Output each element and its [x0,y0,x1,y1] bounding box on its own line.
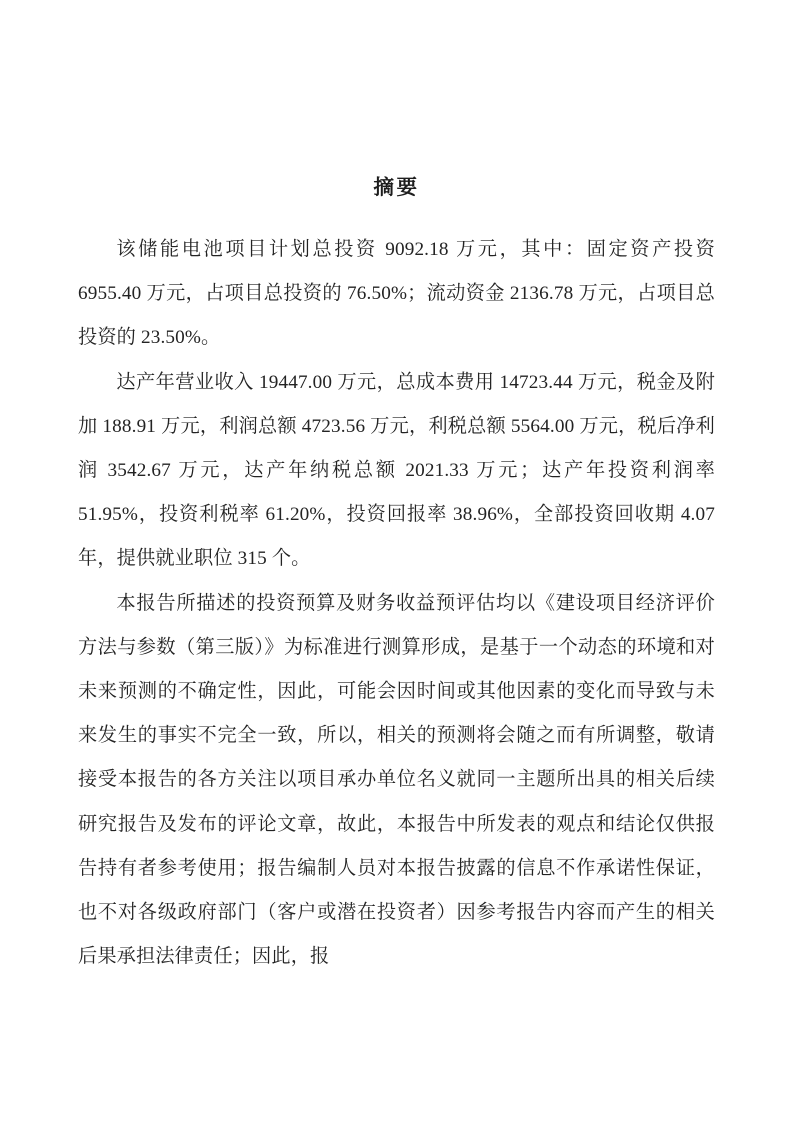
page-content-area [78,0,715,1122]
paragraph-disclaimer: 本报告所描述的投资预算及财务收益预评估均以《建设项目经济评价方法与参数（第三版）》为标准进行测算形成，是基于一个动态的环境和对未来预测的不确定性，因此，可能会因时间或其他因素的变化而导致与未来发生的事实不完全一致，所以，相关的预测将会随之而有所调整，敬请接受本报告的各方关注以项目承办单位名义就同一主题所出具的相关后续研究报告及发布的评论文章，故此，本报告中所发表的观点和结论仅供报告持有者参考使用；报告编制人员对本报告披露的信息不作承诺性保证，也不对各级政府部门（客户或潜在投资者）因参考报告内容而产生的相关后果承担法律责任；因此，报 [78,592,715,968]
paragraph-investment-summary: 该储能电池项目计划总投资 9092.18 万元，其中：固定资产投资 6955.40 万元，占项目总投资的 76.50%；流动资金 2136.78 万元，占项目总投资的 23.50%。 [78,239,715,349]
body-text-block [78,228,715,979]
paragraph-financial-indicators: 达产年营业收入 19447.00 万元，总成本费用 14723.44 万元，税金及附加 188.91 万元，利润总额 4723.56 万元，利税总额 5564.00 万元，税后净利润 3542.67 万元，达产年纳税总额 2021.33 万元；达产年投资利润率 51.95%，投资利税率 61.20%，投资回报率 38.96%，全部投资回收期 4.07 年，提供就业职位 315 个。 [78,371,715,570]
page-title: 摘要 [373,175,420,199]
